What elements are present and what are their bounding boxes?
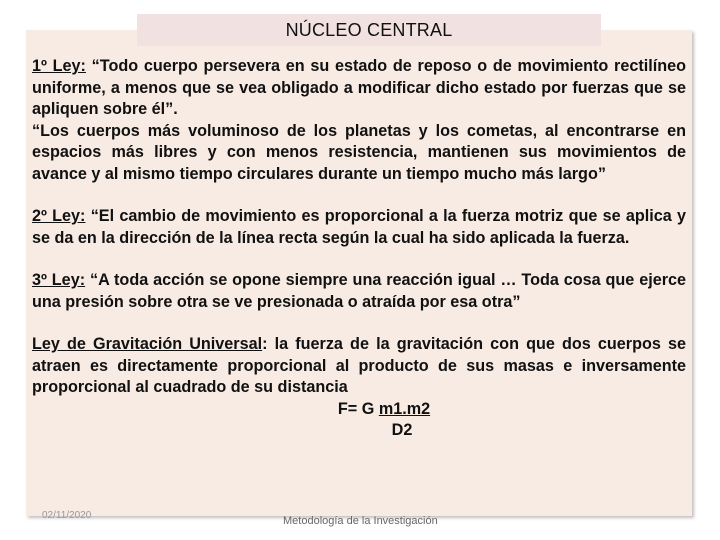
law3-label: 3º Ley: [32,271,86,289]
law3-paragraph [32,270,686,313]
law2-paragraph [32,206,686,249]
slide-title: NÚCLEO CENTRAL [137,14,601,46]
law2-text: “El cambio de movimiento es proporcional a la fuerza motriz que se aplica y se da en la dirección de la línea recta según la cual ha sido aplicada la fuerza. [32,207,687,247]
law1-text: “Todo cuerpo persevera en su estado de reposo o de movimiento rectilíneo uniforme, a menos que se vea obligado a modificar dicho estado por fuerzas que se apliquen sobre él”. [32,57,686,118]
gravitation-paragraph [32,334,686,399]
formula-denominator: D2 [391,421,413,439]
gravitation-text: : la fuerza de la gravitación con que dos cuerpos se atraen es directamente proporcional al producto de sus masas e inversamente proporcional al cuadrado de su distancia [32,335,686,396]
footer-date: 02/11/2020 [42,510,92,521]
formula-numerator: m1.m2 [378,399,431,418]
footer-text: Metodología de la Investigación [283,515,438,527]
law2-label: 2º Ley: [32,207,86,225]
law3-text: “A toda acción se opone siempre una reacción igual … Toda cosa que ejerce una presión sobre otra se ve presionada o atraída por esa otra” [32,271,687,311]
slide-content [32,56,686,442]
gravitation-label: Ley de Gravitación Universal [32,335,263,353]
law1-paragraph [32,56,686,121]
law1-label: 1º Ley: [32,57,86,75]
formula-line [32,399,686,421]
law1-quote: “Los cuerpos más voluminoso de los planetas y los cometas, al encontrarse en espacios más libres y con menos resistencia, mantienen sus movimientos de avance y al mismo tiempo circulares durante un tiempo mucho más largo” [32,121,686,183]
formula-prefix: F= G [337,399,379,418]
